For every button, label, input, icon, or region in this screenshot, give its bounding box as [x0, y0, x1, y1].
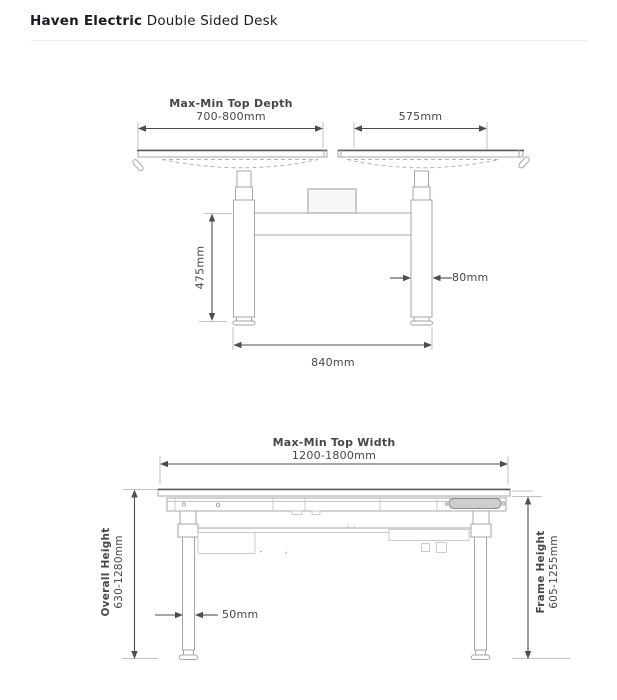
right-foot — [411, 321, 433, 325]
right-leg — [411, 171, 433, 325]
dim-overall-height — [122, 490, 158, 660]
lower-leg-height-value: 475mm — [193, 245, 207, 290]
feet-span-value: 840mm — [311, 356, 355, 369]
left-foot — [233, 321, 255, 325]
frame-height-value: 605-1255mm — [548, 535, 560, 609]
top-depth-value: 700-800mm — [196, 110, 266, 123]
frame-height-label — [535, 517, 561, 627]
left-desktop — [132, 150, 327, 172]
top-depth-label: Max-Min Top Depth — [169, 97, 293, 110]
front-left-leg — [178, 511, 198, 660]
right-bracket-dashed — [347, 160, 499, 168]
dim-frame-depth — [354, 122, 487, 151]
overall-height-value: 630-1280mm — [113, 535, 125, 609]
front-leg-width-value: 50mm — [222, 608, 259, 621]
title-product: Double Sided Desk — [146, 13, 278, 29]
front-left-foot — [180, 655, 198, 660]
title-brand: Haven Electric — [30, 13, 143, 29]
frame-height-title: Frame Height — [535, 530, 547, 614]
left-leg — [233, 171, 255, 325]
left-hook — [132, 159, 144, 172]
rail-screw — [182, 503, 185, 506]
front-right-foot — [472, 655, 490, 660]
dim-feet-span — [233, 327, 432, 350]
right-hook — [518, 156, 530, 169]
dim-top-depth — [138, 122, 323, 149]
left-bracket-dashed — [162, 160, 318, 168]
front-right-leg — [471, 511, 491, 660]
crossbar — [254, 213, 412, 235]
frame-depth-value: 575mm — [398, 110, 443, 123]
frame-rail — [167, 498, 506, 515]
leg-width-value: 80mm — [452, 271, 489, 284]
front-view-drawing — [122, 456, 570, 660]
rail-screw — [216, 503, 219, 506]
control-box — [308, 189, 356, 213]
overall-height-title: Overall Height — [100, 527, 112, 617]
side-view-drawing — [132, 122, 531, 350]
overall-height-label — [100, 517, 126, 627]
top-width-value: 1200-1800mm — [291, 449, 377, 462]
front-desktop — [123, 489, 533, 496]
top-width-label: Max-Min Top Width — [272, 436, 396, 449]
controller-pill — [449, 499, 501, 509]
cable-tray — [198, 525, 471, 554]
